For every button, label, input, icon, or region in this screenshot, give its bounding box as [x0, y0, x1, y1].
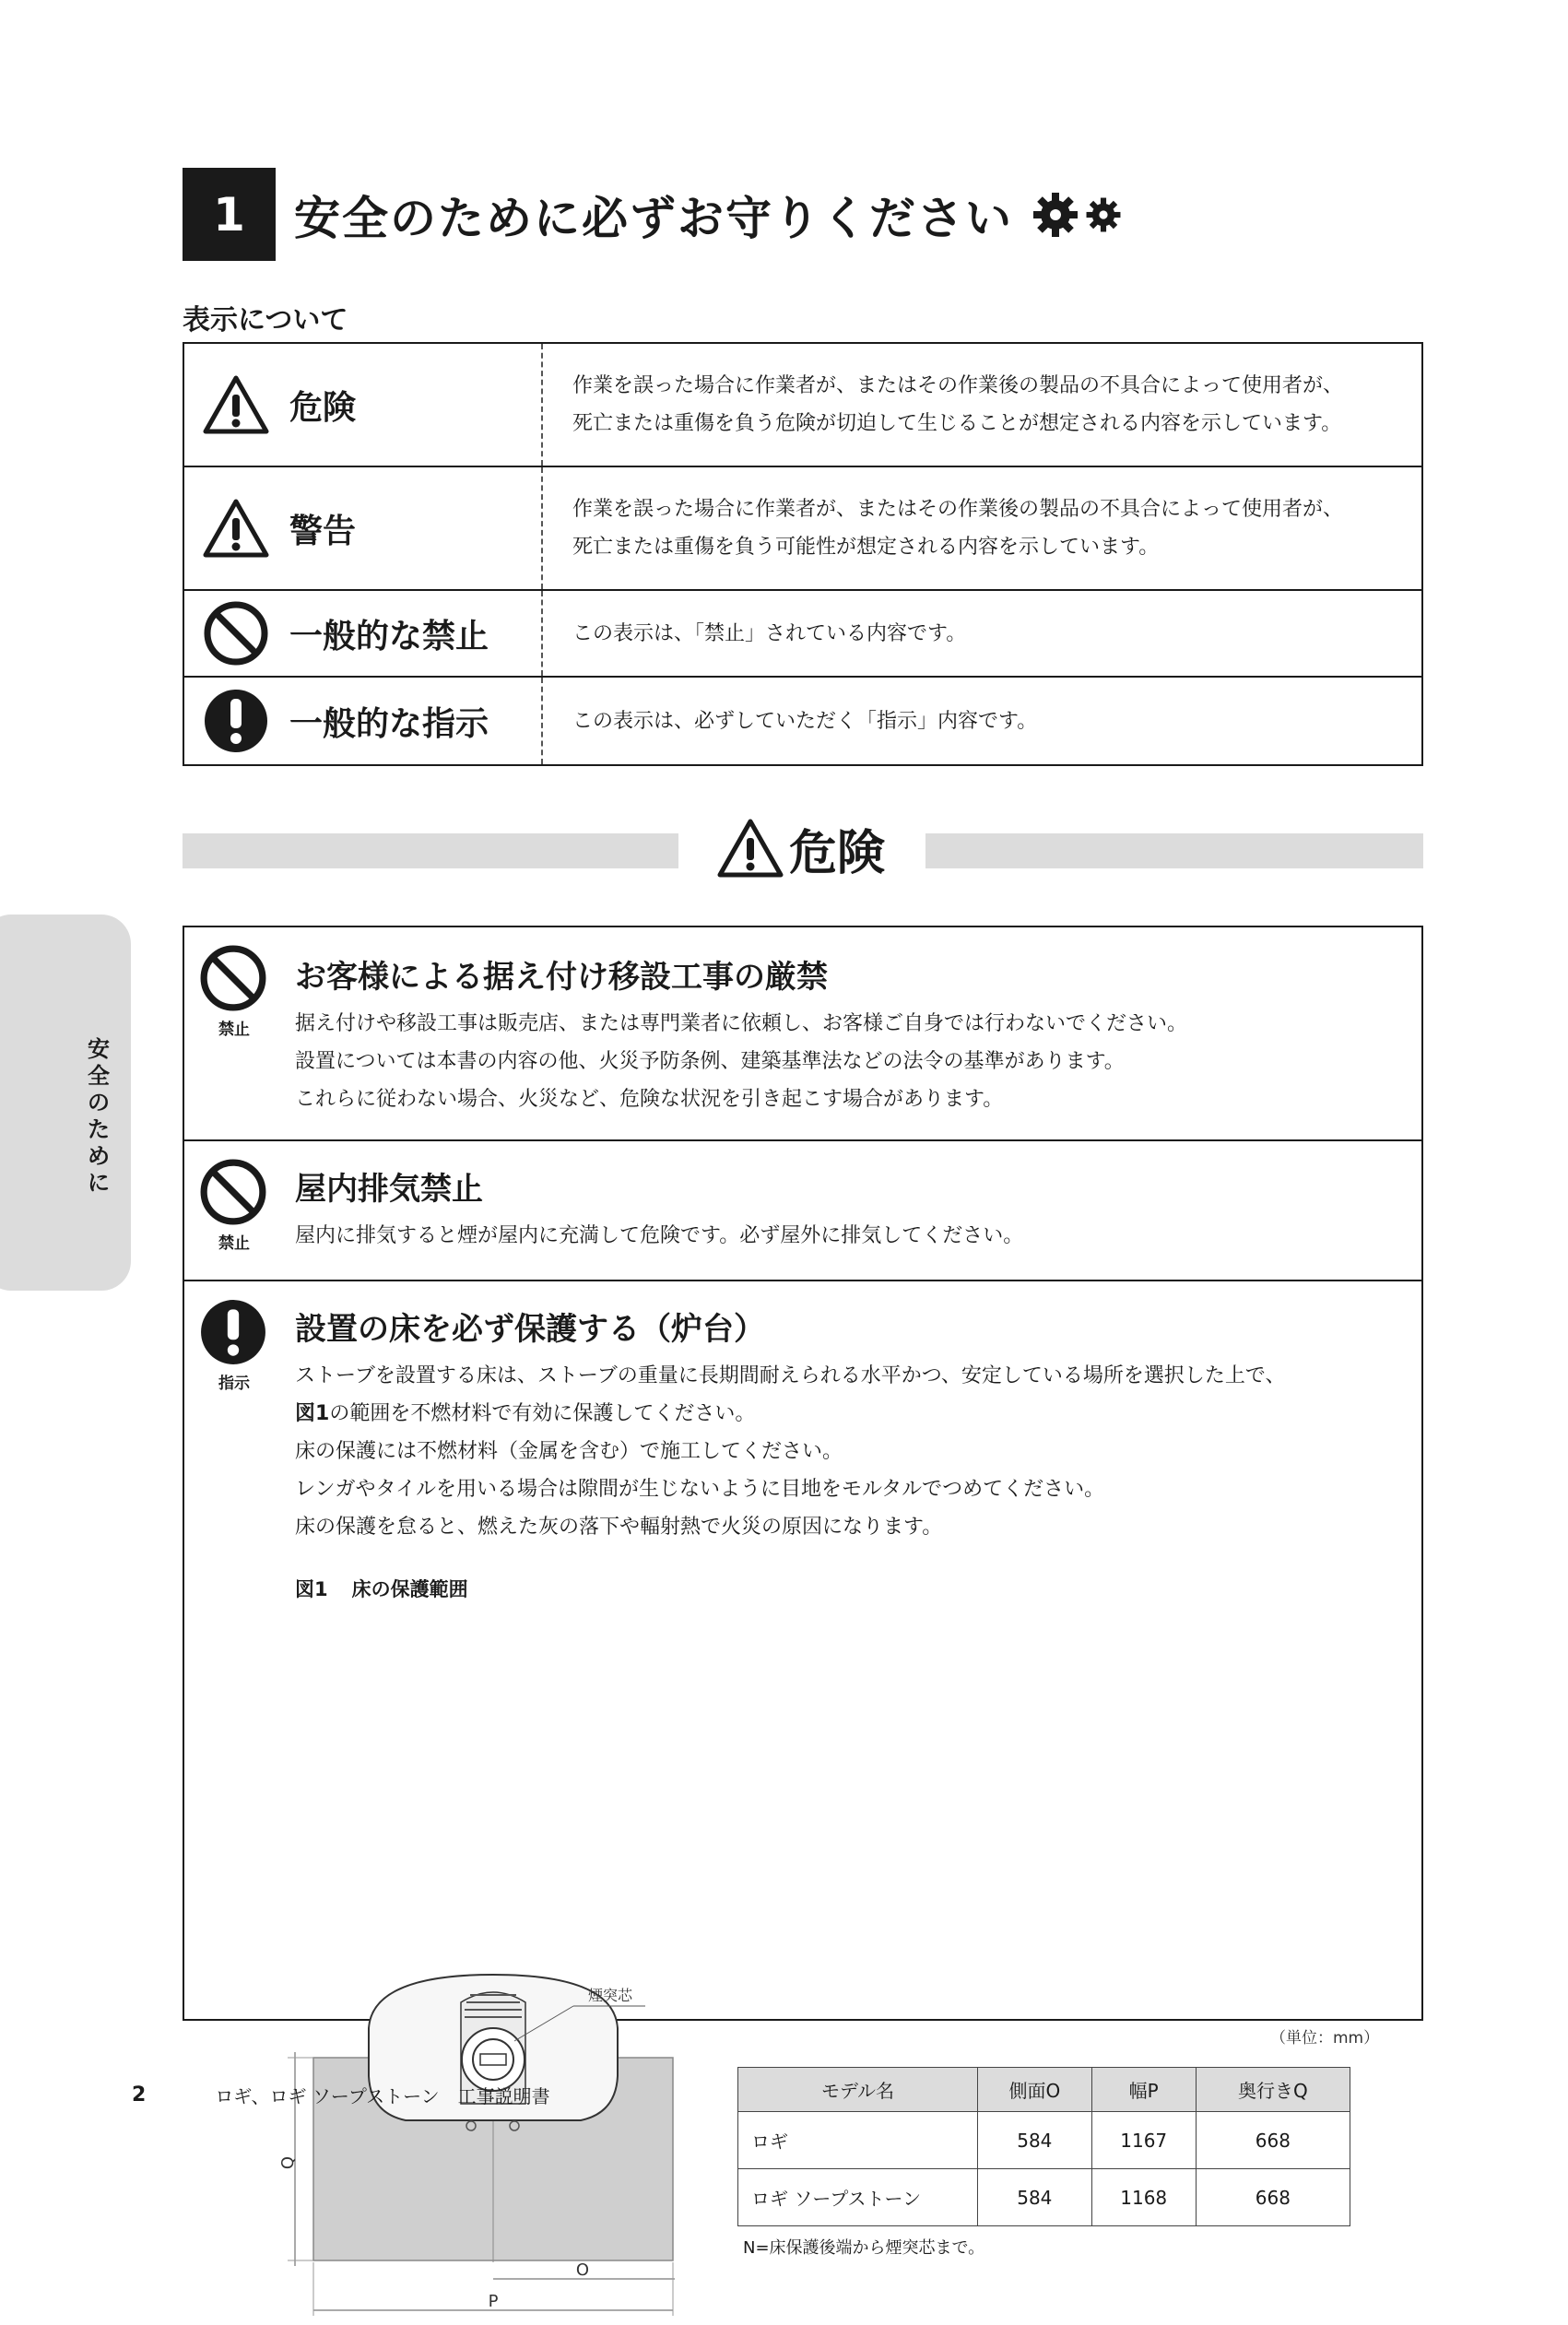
side-tab-label: 安全のために — [88, 1036, 110, 1196]
legend-text: 死亡または重傷を負う危険が切迫して生じることが想定される内容を示しています。 — [572, 412, 1342, 435]
item-text: 据え付けや移設工事は販売店、または専門業者に依頼し、お客様ご自身では行わないでください。 — [295, 1012, 1188, 1035]
chapter-number: 1 — [183, 168, 276, 261]
column-header: 奥行きQ — [1196, 2068, 1350, 2112]
section-label: 表示について — [183, 304, 348, 336]
legend-row-prohibition — [184, 591, 1421, 678]
table-cell: ロギ ソープストーン — [738, 2169, 978, 2226]
item-sub-label: 指示 — [218, 1375, 250, 1393]
spec-table — [737, 2067, 1350, 2226]
item-title: お客様による据え付け移設工事の厳禁 — [295, 959, 828, 996]
item-text: 設置については本書の内容の他、火災予防条例、建築基準法などの法令の基準があります。 — [295, 1050, 1125, 1073]
column-header: 幅P — [1091, 2068, 1196, 2112]
warning-triangle-icon — [201, 493, 271, 563]
dimension-q: Q — [278, 2155, 298, 2170]
prohibition-icon — [199, 1158, 267, 1226]
figure-ref: 図1 — [295, 1402, 330, 1425]
table-cell: 668 — [1196, 2169, 1350, 2226]
item-text: ストーブを設置する床は、ストーブの重量に長期間耐えられる水平かつ、安定している場所を選択した上で、 — [295, 1364, 1286, 1387]
table-row — [738, 2169, 1350, 2226]
item-text: これらに従わない場合、火災など、危険な状況を引き起こす場合があります。 — [295, 1088, 1004, 1111]
banner-bar — [925, 833, 1423, 868]
danger-item — [184, 1141, 1421, 1281]
legend-text: この表示は、必ずしていただく「指示」内容です。 — [572, 709, 1038, 733]
danger-item — [184, 927, 1421, 1141]
table-cell: 1168 — [1091, 2169, 1196, 2226]
danger-banner — [183, 811, 1423, 885]
item-sub-label: 禁止 — [218, 1021, 250, 1039]
table-cell: ロギ — [738, 2112, 978, 2169]
chapter-title: 安全のために必ずお守りください — [294, 191, 1013, 245]
legend-text: 死亡または重傷を負う可能性が想定される内容を示しています。 — [572, 536, 1160, 559]
banner-bar — [183, 833, 678, 868]
gear-icons — [1032, 191, 1122, 239]
column-header: モデル名 — [738, 2068, 978, 2112]
table-cell: 584 — [978, 2169, 1092, 2226]
legend-term: 一般的な禁止 — [289, 617, 489, 655]
item-title: 屋内排気禁止 — [295, 1171, 483, 1208]
exclamation-icon — [199, 1298, 267, 1366]
legend-row-danger — [184, 344, 1421, 467]
column-header: 側面O — [978, 2068, 1092, 2112]
exclamation-icon — [201, 686, 271, 756]
legend-row-warning — [184, 467, 1421, 591]
table-cell: 1167 — [1091, 2112, 1196, 2169]
legend-table — [183, 342, 1423, 766]
gear-icon — [1085, 196, 1122, 233]
table-cell: 668 — [1196, 2112, 1350, 2169]
page-footer — [132, 2082, 550, 2108]
flue-label: 煙突芯 — [587, 1987, 633, 2004]
chapter-header — [183, 168, 1122, 261]
banner-label: 危険 — [789, 825, 886, 881]
gear-icon — [1032, 191, 1079, 239]
item-text: 図1の範囲を不燃材料で有効に保護してください。 — [295, 1402, 756, 1425]
item-text: 屋内に排気すると煙が屋内に充満して危険です。必ず屋外に排気してください。 — [295, 1224, 1024, 1247]
legend-term: 危険 — [289, 388, 357, 427]
table-row — [738, 2112, 1350, 2169]
prohibition-icon — [201, 598, 271, 668]
dimension-p: P — [488, 2292, 499, 2311]
legend-text: 作業を誤った場合に作業者が、またはその作業後の製品の不具合によって使用者が、 — [572, 498, 1344, 521]
legend-text: 作業を誤った場合に作業者が、またはその作業後の製品の不具合によって使用者が、 — [572, 374, 1344, 397]
legend-text: この表示は、「禁止」されている内容です。 — [572, 621, 967, 645]
item-sub-label: 禁止 — [218, 1234, 250, 1253]
legend-term: 警告 — [289, 512, 357, 550]
warning-triangle-icon — [201, 370, 271, 440]
legend-term: 一般的な指示 — [289, 704, 489, 743]
floor-protection-diagram — [277, 1975, 682, 2325]
item-text: 床の保護を怠ると、燃えた灰の落下や輻射熱で火災の原因になります。 — [295, 1516, 943, 1539]
table-header-row — [738, 2068, 1350, 2112]
page-number: 2 — [132, 2083, 147, 2107]
item-text: 床の保護には不燃材料（金属を含む）で施工してください。 — [295, 1440, 843, 1463]
table-note: N=床保護後端から煙突芯まで。 — [743, 2238, 985, 2258]
document-title: ロギ、ロギ ソープストーン 工事説明書 — [215, 2085, 550, 2107]
item-title: 設置の床を必ず保護する（炉台） — [295, 1311, 765, 1348]
legend-row-instruction — [184, 678, 1421, 764]
table-cell: 584 — [978, 2112, 1092, 2169]
figure-caption: 図1 床の保護範囲 — [295, 1578, 468, 1600]
warning-triangle-icon — [717, 818, 784, 879]
prohibition-icon — [199, 944, 267, 1012]
dimension-o: O — [575, 2260, 590, 2280]
item-text: レンガやタイルを用いる場合は隙間が生じないように目地をモルタルでつめてください。 — [295, 1478, 1105, 1501]
unit-label: （単位：mm） — [1270, 2029, 1380, 2048]
